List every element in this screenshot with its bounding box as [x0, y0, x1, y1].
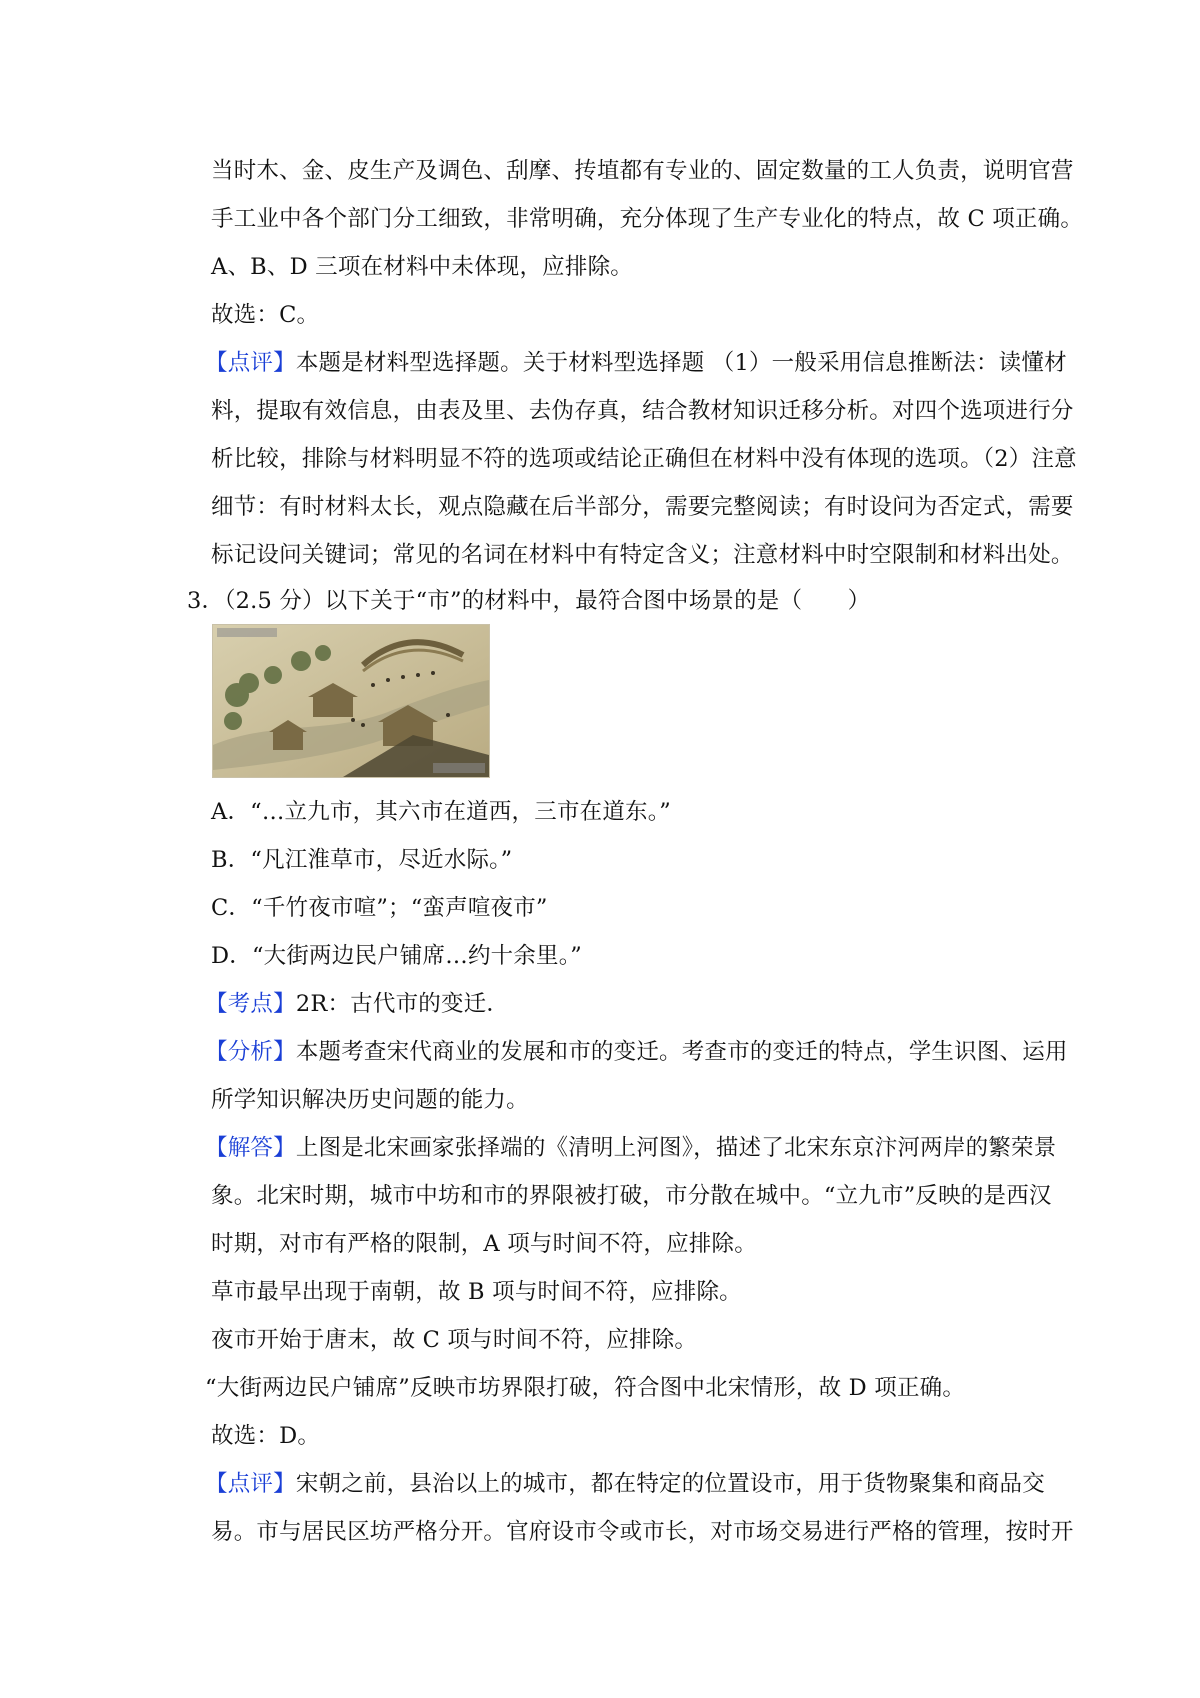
jieda-line: 时期，对市有严格的限制，A 项与时间不符，应排除。	[211, 1231, 757, 1257]
option-d: D．“大街两边民户铺席…约十余里。”	[211, 943, 582, 969]
answer-choice-line: 故选：C。	[211, 302, 320, 328]
review-line: 标记设问关键词；常见的名词在材料中有特定含义；注意材料中时空限制和材料出处。	[211, 542, 1074, 568]
dianping-tag: 【点评】	[205, 1471, 296, 1497]
review-tag: 【点评】	[205, 350, 296, 376]
painting-thumbnail-icon	[212, 624, 490, 778]
option-a: A．“…立九市，其六市在道西，三市在道东。”	[211, 799, 671, 825]
fenxi-first-line	[205, 1041, 1068, 1064]
answer-line: 手工业中各个部门分工细致，非常明确，充分体现了生产专业化的特点，故 C 项正确。	[211, 206, 1084, 232]
review-paragraph-first-line	[205, 352, 1067, 375]
fenxi-tag: 【分析】	[205, 1039, 296, 1065]
option-c: C．“千竹夜市喧”；“蛮声喧夜市”	[211, 895, 548, 921]
review-line: 析比较，排除与材料明显不符的选项或结论正确但在材料中没有体现的选项。（2）注意	[211, 446, 1077, 472]
kaodian-text: 2R：古代市的变迁．	[295, 991, 510, 1017]
jieda-line: 象。北宋时期，城市中坊和市的界限被打破，市分散在城中。“立九市”反映的是西汉	[211, 1183, 1052, 1209]
jieda-tag: 【解答】	[205, 1135, 296, 1161]
dianping-first-line	[205, 1473, 1045, 1496]
kaodian-line	[205, 993, 509, 1016]
kaodian-tag: 【考点】	[205, 991, 296, 1017]
jieda-line: 夜市开始于唐末，故 C 项与时间不符，应排除。	[211, 1327, 698, 1353]
option-b: B．“凡江淮草市，尽近水际。”	[211, 847, 513, 873]
jieda-line: “大街两边民户铺席”反映市坊界限打破，符合图中北宋情形，故 D 项正确。	[205, 1375, 966, 1401]
dianping-text: 宋朝之前，县治以上的城市，都在特定的位置设市，用于货物聚集和商品交	[295, 1471, 1045, 1497]
jieda-text: 上图是北宋画家张择端的《清明上河图》，描述了北宋东京汴河两岸的繁荣景	[295, 1135, 1057, 1161]
jieda-answer-line: 故选：D。	[211, 1423, 321, 1449]
review-line: 料，提取有效信息，由表及里、去伪存真，结合教材知识迁移分析。对四个选项进行分	[211, 398, 1074, 424]
jieda-first-line	[205, 1137, 1056, 1160]
fenxi-text: 本题考查宋代商业的发展和市的变迁。考查市的变迁的特点，学生识图、运用	[295, 1039, 1068, 1065]
jieda-line: 草市最早出现于南朝，故 B 项与时间不符，应排除。	[211, 1279, 742, 1305]
fenxi-line: 所学知识解决历史问题的能力。	[211, 1087, 529, 1113]
dianping-line: 易。市与居民区坊严格分开。官府设市令或市长，对市场交易进行严格的管理，按时开	[211, 1519, 1074, 1545]
answer-line: A、B、D 三项在材料中未体现，应排除。	[211, 254, 633, 280]
answer-line: 当时木、金、皮生产及调色、刮摩、抟埴都有专业的、固定数量的工人负责，说明官营	[211, 158, 1074, 184]
question-stem: 3．（2.5 分）以下关于“市”的材料中，最符合图中场景的是（ ）	[187, 588, 871, 614]
review-text: 本题是材料型选择题。关于材料型选择题 （1）一般采用信息推断法：读懂材	[295, 350, 1067, 376]
review-line: 细节：有时材料太长，观点隐藏在后半部分，需要完整阅读；有时设问为否定式，需要	[211, 494, 1074, 520]
